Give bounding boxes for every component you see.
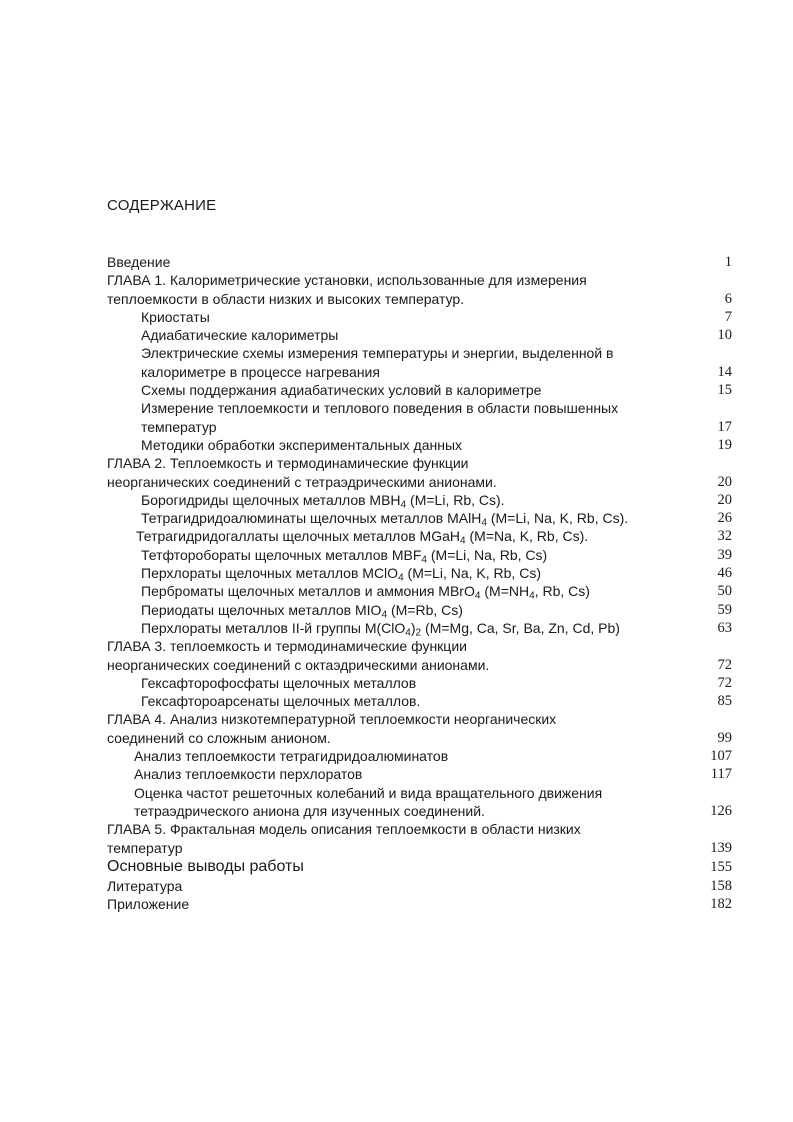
toc-entry-appendix[interactable]: [0, 895, 793, 913]
toc-page-number: 139: [710, 839, 732, 856]
toc-page-number: 72: [717, 674, 732, 691]
toc-page-number: 126: [710, 802, 732, 819]
toc-page-number: 1: [724, 254, 732, 270]
toc-entry-chapter-1[interactable]: [0, 271, 793, 308]
toc-page-number: 14: [717, 363, 732, 380]
toc-entry-alanates[interactable]: [0, 509, 793, 527]
toc-page-number: 20: [717, 473, 732, 490]
toc-entry-electrical-schemes[interactable]: [0, 344, 793, 381]
page-title: СОДЕРЖАНИЕ: [107, 197, 217, 214]
toc-entry-chapter-4[interactable]: [0, 710, 793, 747]
table-of-contents: [0, 253, 793, 913]
toc-entry-hexafluorophosphates[interactable]: [0, 674, 793, 692]
toc-page-number: 182: [710, 896, 732, 913]
toc-page-number: 117: [710, 766, 732, 783]
toc-entry-chapter-3[interactable]: [0, 637, 793, 674]
toc-entry-text: Измерение теплоемкости и теплового поведения в области повышенных температур: [141, 400, 619, 435]
toc-entry-conclusions[interactable]: [0, 857, 793, 877]
toc-page-number: 15: [717, 382, 732, 399]
toc-entry-chapter-5[interactable]: [0, 820, 793, 857]
toc-entry-text: Периодаты щелочных металлов $MIO_4$ (M=Rb, Cs): [141, 601, 463, 621]
toc-entry-text: Тетфторобораты щелочных металлов $MBF_4$ (M=Li, Na, Rb, Cs): [141, 546, 548, 566]
toc-page-number: 63: [717, 619, 732, 636]
toc-entry-perbromates[interactable]: [0, 582, 793, 600]
toc-page-number: 155: [710, 858, 732, 875]
toc-entry-perchlorates[interactable]: [0, 564, 793, 582]
toc-entry-text: Приложение: [107, 896, 190, 913]
toc-entry-text: Литература: [107, 877, 183, 894]
toc-page-number: 99: [717, 729, 732, 746]
toc-entry-text: Гексафторофосфаты щелочных металлов: [141, 674, 417, 691]
toc-entry-cryostats[interactable]: [0, 308, 793, 326]
toc-page-number: 46: [717, 565, 732, 582]
toc-entry-text: Перхлораты щелочных металлов MClO$_4$ (M=Li, Na, K, Rb, Cs): [141, 565, 541, 584]
toc-entry-gallates[interactable]: [0, 527, 793, 545]
toc-entry-text: Гексафтороарсенаты щелочных металлов.: [141, 693, 421, 710]
toc-page-number: 59: [717, 601, 732, 618]
toc-entry-text: Электрические схемы измерения температуры и энергии, выделенной в калориметре в процессе нагревания: [141, 345, 614, 380]
toc-entry-text: Введение: [107, 254, 171, 270]
toc-entry-text: Адиабатические калориметры: [141, 327, 339, 344]
toc-entry-text: ГЛАВА 5. Фрактальная модель описания теплоемкости в области низких температур: [107, 821, 581, 856]
toc-entry-references[interactable]: [0, 877, 793, 895]
toc-page-number: 39: [717, 546, 732, 563]
toc-entry-lattice-vibrations[interactable]: [0, 784, 793, 821]
toc-entry-text: Методики обработки экспериментальных данных: [141, 436, 463, 453]
toc-entry-text: Анализ теплоемкости тетрагидридоалюминатов: [134, 748, 449, 765]
toc-entry-text: Основные выводы работы: [107, 857, 304, 875]
toc-page-number: 7: [724, 308, 732, 325]
toc-page-number: 107: [710, 748, 732, 765]
toc-entry-introduction[interactable]: [0, 253, 793, 271]
toc-entry-text: Тетрагидридоалюминаты щелочных металлов MAlH$_4$ (M=Li, Na, K, Rb, Cs).: [141, 510, 629, 529]
toc-entry-chapter-2[interactable]: [0, 454, 793, 491]
toc-page-number: 158: [710, 877, 732, 894]
toc-entry-perchlorate-analysis[interactable]: [0, 765, 793, 783]
toc-entry-hexafluoroarsenates[interactable]: [0, 692, 793, 710]
toc-page-number: 17: [717, 418, 732, 435]
toc-page-number: 19: [717, 436, 732, 453]
toc-entry-periodates[interactable]: [0, 601, 793, 619]
toc-entry-text: Оценка частот решеточных колебаний и вида вращательного движения тетраэдрического аниона для изученных соединений.: [134, 784, 603, 819]
toc-entry-text: Криостаты: [141, 308, 210, 325]
toc-page-number: 6: [724, 290, 732, 307]
toc-entry-text: Борогидриды щелочных металлов $MBH_4$ (M=Li, Rb, Cs).: [141, 491, 505, 511]
toc-page-number: 26: [717, 510, 732, 527]
toc-entry-borohydrides[interactable]: [0, 491, 793, 509]
toc-entry-tetrafluoroborates[interactable]: [0, 546, 793, 564]
toc-page-number: 50: [717, 583, 732, 600]
toc-page-number: 20: [717, 491, 732, 508]
toc-entry-text: ГЛАВА 4. Анализ низкотемпературной теплоемкости неорганических соединений со сложным анионом.: [107, 711, 557, 746]
toc-entry-text: Перброматы щелочных металлов и аммония MBrO$_4$ ($M=NH_4$, Rb, Cs): [141, 583, 590, 602]
toc-entry-text: Анализ теплоемкости перхлоратов: [134, 766, 363, 783]
toc-entry-text: Схемы поддержания адиабатических условий в калориметре: [141, 382, 542, 399]
toc-entry-text: ГЛАВА 3. теплоемкость и термодинамические функции неорганических соединений с октаэдрическими анионами.: [107, 638, 490, 673]
toc-entry-group2-perchlorates[interactable]: [0, 619, 793, 637]
toc-page-number: 32: [717, 528, 732, 545]
toc-page-number: 72: [717, 656, 732, 673]
toc-entry-adiabatic-conditions[interactable]: [0, 381, 793, 399]
toc-entry-text: ГЛАВА 2. Теплоемкость и термодинамические функции неорганических соединений с тетраэдрическими анионами.: [107, 455, 497, 490]
toc-entry-adiabatic-calorimeters[interactable]: [0, 326, 793, 344]
toc-entry-text: ГЛАВА 1. Калориметрические установки, использованные для измерения теплоемкости в области низких и высоких температур.: [107, 272, 587, 307]
toc-entry-data-processing[interactable]: [0, 436, 793, 454]
toc-page-number: 85: [717, 693, 732, 710]
toc-entry-text: Тетрагидридогаллаты щелочных металлов MGaH$_4$ (M=Na, K, Rb, Cs).: [136, 528, 589, 547]
toc-entry-alanate-analysis[interactable]: [0, 747, 793, 765]
toc-entry-text: Перхлораты металлов II-й группы $M(ClO_4)_2$ (M=Mg, Ca, Sr, Ba, Zn, Cd, Pb): [141, 619, 620, 639]
toc-page-number: 10: [717, 327, 732, 344]
toc-entry-high-temperature[interactable]: [0, 399, 793, 436]
